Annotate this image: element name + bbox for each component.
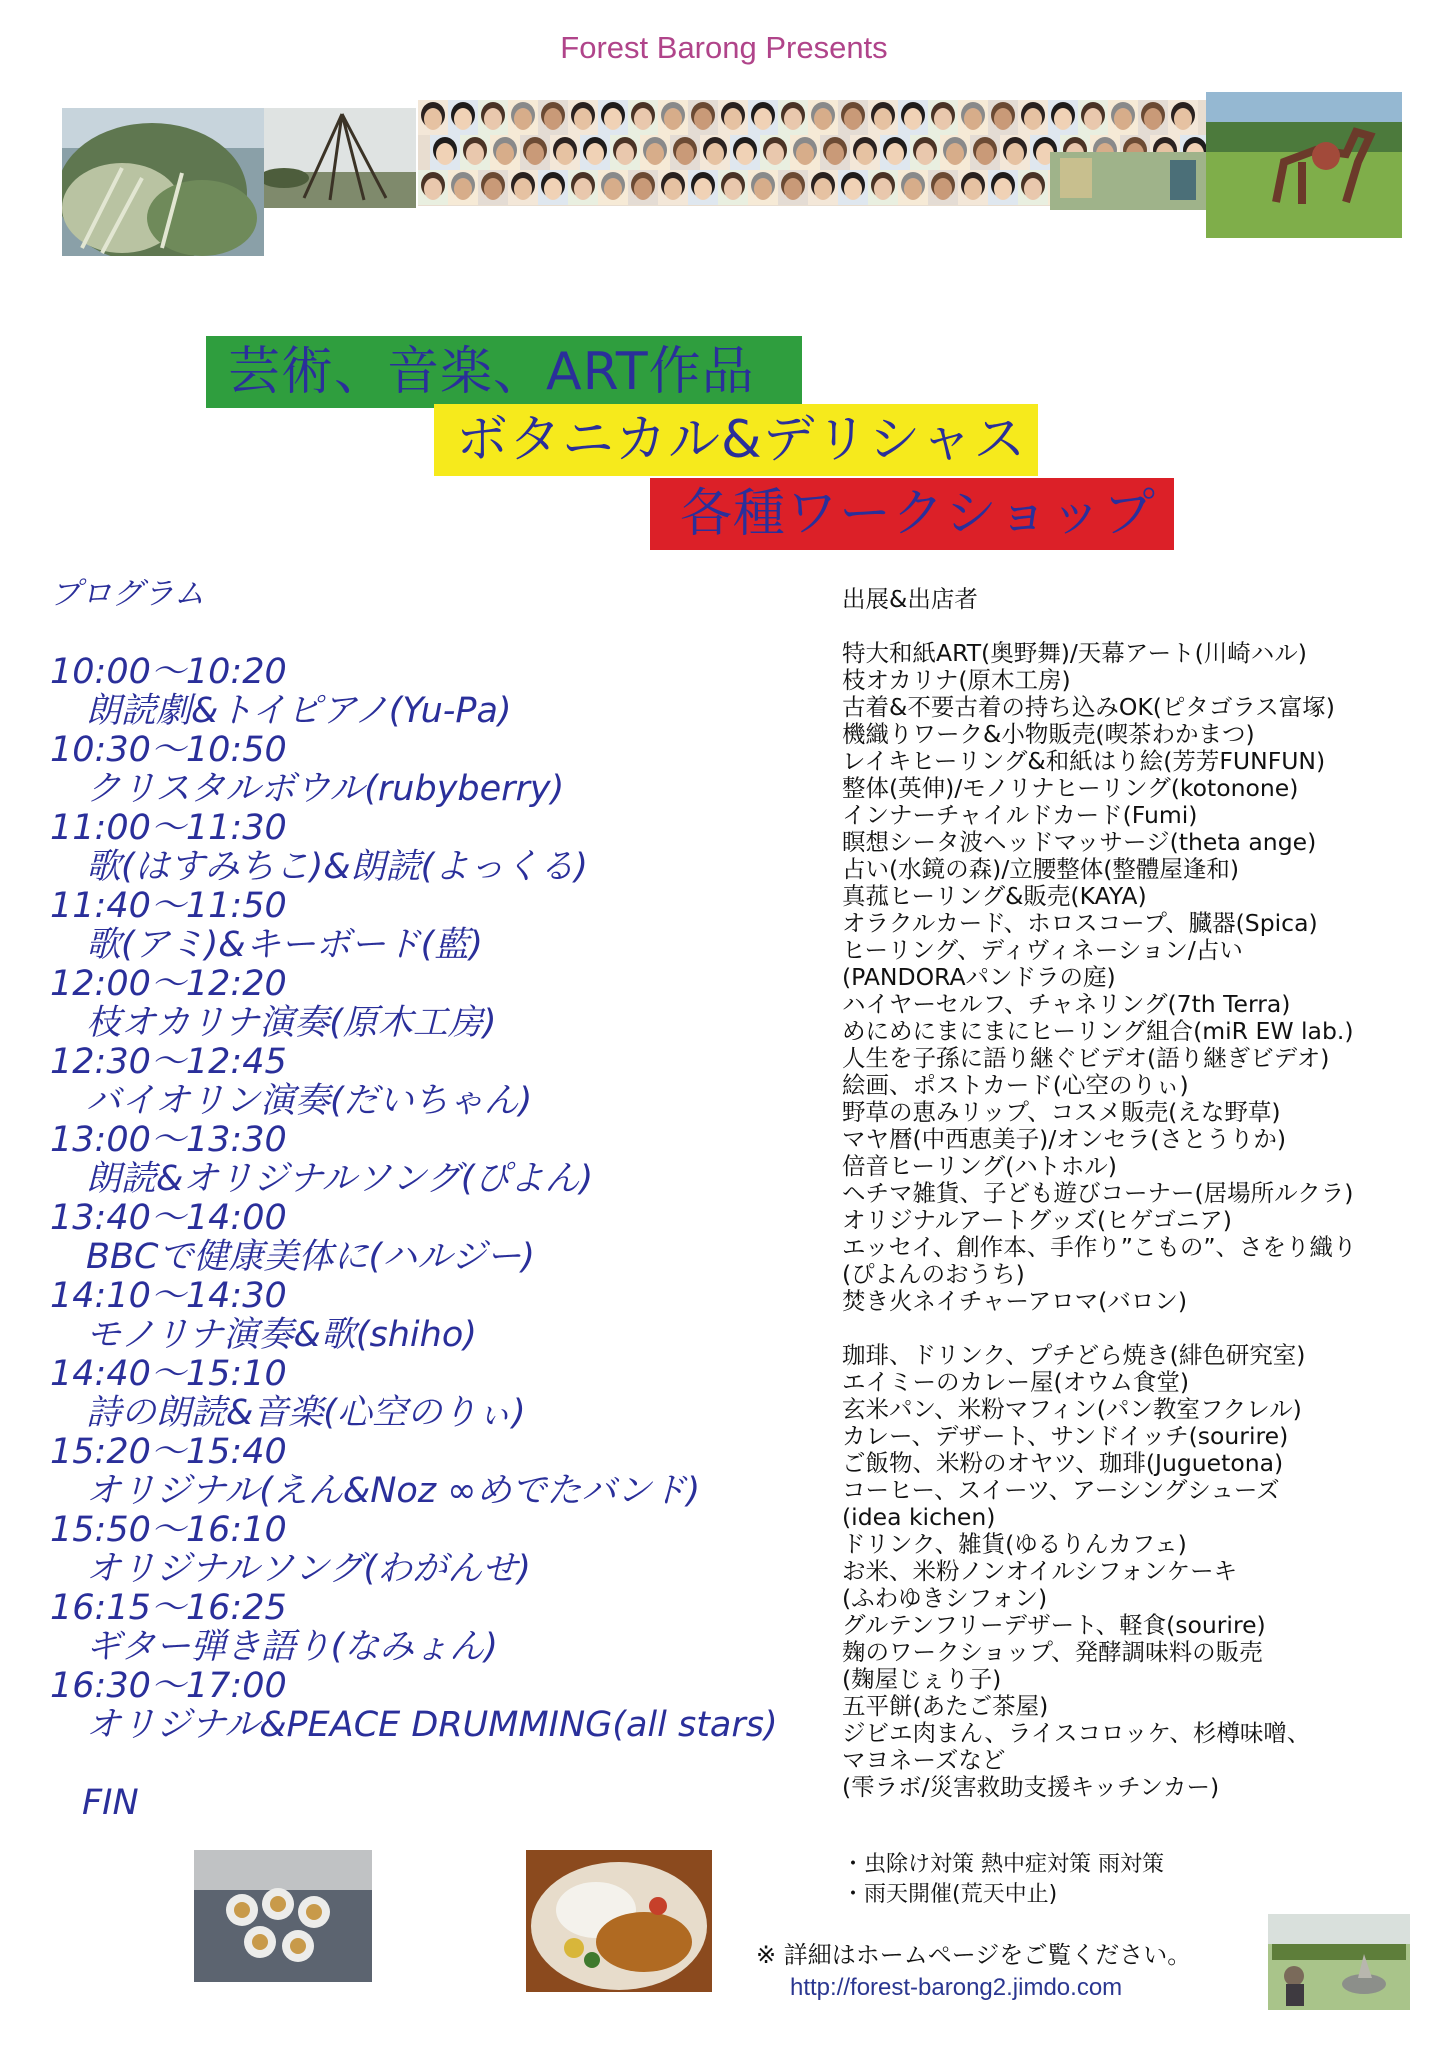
face [544,178,562,200]
vendor-line: コーヒー、スイーツ、アーシングシューズ [842,1476,1280,1504]
program-title: プログラム [50,576,205,612]
vendor-line: 麹のワークショップ、発酵調味料の販売 [842,1638,1263,1666]
details-notice: ※ 詳細はホームページをご覧ください。 [756,1941,1192,1969]
vendor-line: 玄米パン、米粉マフィン(パン教室フクレル) [842,1395,1302,1423]
face [664,178,682,200]
vendor-list-goods [842,640,1442,1315]
program-time: 10:00〜10:20 [50,652,287,692]
face [454,178,472,200]
vendor-line: ドリンク、雑貨(ゆるりんカフェ) [842,1530,1187,1558]
program-act: バイオリン演奏(だいちゃん) [86,1081,533,1121]
face [736,143,754,165]
face [796,143,814,165]
program-time: 14:10〜14:30 [50,1276,287,1316]
face [634,108,652,130]
banner-botanical-delicious: ボタニカル&デリシャス [434,404,1038,476]
program-time: 13:00〜13:30 [50,1120,287,1160]
face [1084,108,1102,130]
presenter-heading: Forest Barong Presents [560,30,888,65]
vendor-line: (PANDORAパンドラの庭) [842,963,1116,991]
vendor-line: 五平餅(あたご茶屋) [842,1692,1049,1720]
outdoor-bonfire-photo [1268,1914,1410,2010]
tipi-frame-photo [264,108,416,208]
program-act: 朗読&オリジナルソング(ぴよん) [86,1159,594,1199]
face [724,108,742,130]
homepage-link[interactable]: http://forest-barong2.jimdo.com [790,1974,1123,2001]
face [574,108,592,130]
program-act: 詩の朗読&音楽(心空のりぃ) [86,1393,526,1433]
face [934,108,952,130]
program-time: 11:00〜11:30 [50,808,287,848]
vendor-line: 枝オカリナ(原木工房) [842,666,1071,694]
face [784,178,802,200]
vendors-section [842,586,1442,1801]
horse-sculpture-photo [1206,92,1402,238]
note-item: ・雨天開催(荒天中止) [842,1882,1058,1907]
vendor-line: 機織りワーク&小物販売(喫茶わかまつ) [842,720,1255,748]
face [604,108,622,130]
face [436,143,454,165]
face [1006,143,1024,165]
vendor-line: オリジナルアートグッズ(ヒゲゴニア) [842,1206,1232,1234]
program-time: 13:40〜14:00 [50,1198,287,1238]
face [874,108,892,130]
face [754,108,772,130]
vendor-line: めにめにまにまにヒーリング組合(miR EW lab.) [842,1017,1354,1045]
vendor-line: ご飯物、米粉のオヤツ、珈琲(Juguetona) [842,1449,1284,1477]
face [676,143,694,165]
vendor-line: お米、米粉ノンオイルシフォンケーキ [842,1557,1238,1585]
vendor-line: ジビエ肉まん、ライスコロッケ、杉樽味噌、 [842,1719,1311,1747]
program-time: 12:30〜12:45 [50,1042,287,1082]
pampas-grass-photo [62,108,264,256]
vendor-line: (ぴよんのおうち) [842,1260,1025,1288]
vendor-line: (麹屋じぇり子) [842,1665,1002,1693]
vendor-line: 倍音ヒーリング(ハトホル) [842,1152,1117,1180]
vendor-line: (雫ラボ/災害救助支援キッチンカー) [842,1773,1220,1801]
program-time: 11:40〜11:50 [50,886,287,926]
vendor-line: 古着&不要古着の持ち込みOK(ピタゴラス富塚) [842,693,1335,721]
face [766,143,784,165]
face [694,108,712,130]
vendor-line: 特大和紙ART(奥野舞)/天幕アート(川崎ハル) [842,639,1307,667]
face [574,178,592,200]
program-act: 朗読劇&トイピアノ(Yu-Pa) [86,691,512,731]
program-time: 16:30〜17:00 [50,1666,287,1706]
face [844,108,862,130]
face [754,178,772,200]
vendor-line: 野草の恵みリップ、コスメ販売(えな野草) [842,1098,1281,1126]
face [544,108,562,130]
face [724,178,742,200]
vendor-line: インナーチャイルドカード(Fumi) [842,801,1198,829]
program-time: 16:15〜16:25 [50,1588,287,1628]
face [694,178,712,200]
face [1174,108,1192,130]
vendor-line: マヨネーズなど [842,1746,1006,1774]
program-act: ギター弾き語り(なみょん) [86,1627,498,1667]
face [484,108,502,130]
face [784,108,802,130]
vendor-list-food [842,1342,1442,1801]
vendor-line: エッセイ、創作本、手作り”こもの”、さをり織り [842,1233,1357,1261]
face [916,143,934,165]
program-time: 12:00〜12:20 [50,964,287,1004]
program-time: 14:40〜15:10 [50,1354,287,1394]
banner-workshops: 各種ワークショップ [650,478,1174,550]
vendor-line: (idea kichen) [842,1503,996,1531]
face [1024,178,1042,200]
face [514,108,532,130]
face [634,178,652,200]
vendor-line: レイキヒーリング&和紙はり絵(芳芳FUNFUN) [842,747,1326,775]
vendor-line: 人生を子孫に語り継ぐビデオ(語り継ぎビデオ) [842,1044,1330,1072]
face [976,143,994,165]
vendor-line: 焚き火ネイチャーアロマ(バロン) [842,1287,1187,1315]
face [826,143,844,165]
program-fin: FIN [82,1783,139,1823]
face [874,178,892,200]
vendor-line: 瞑想シータ波ヘッドマッサージ(theta ange) [842,828,1317,856]
face [814,178,832,200]
face [994,108,1012,130]
program-act: 歌(アミ)&キーボード(藍) [86,925,483,965]
face [1054,108,1072,130]
info-board-photo [1050,152,1208,210]
face [466,143,484,165]
face [1024,108,1042,130]
face [844,178,862,200]
face [1114,108,1132,130]
program-act: BBCで健康美体に(ハルジー) [86,1237,535,1277]
notes-list [842,1850,1164,1910]
face [454,108,472,130]
curry-rice-plate-photo [526,1850,712,1992]
vendor-line: 珈琲、ドリンク、プチどら焼き(緋色研究室) [842,1341,1306,1369]
face [586,143,604,165]
face [604,178,622,200]
vendor-line: 整体(英伸)/モノリナヒーリング(kotonone) [842,774,1299,802]
face [496,143,514,165]
face [904,178,922,200]
vendor-line: ヘチマ雑貨、子ども遊びコーナー(居場所ルクラ) [842,1179,1354,1207]
face [706,143,724,165]
vendor-line: エイミーのカレー屋(オウム食堂) [842,1368,1190,1396]
program-act: 歌(はすみちこ)&朗読(よっくる) [86,847,588,887]
vendor-line: 絵画、ポストカード(心空のりぃ) [842,1071,1189,1099]
banner-art-music: 芸術、音楽、ART作品 [206,336,802,408]
program-section [50,575,850,1823]
face [946,143,964,165]
face [934,178,952,200]
vendor-line: グルテンフリーデザート、軽食(sourire) [842,1611,1266,1639]
program-act: オリジナル&PEACE DRUMMING(all stars) [86,1705,778,1745]
program-time: 15:20〜15:40 [50,1432,287,1472]
program-act: オリジナル(えん&Noz ∞めでたバンド) [86,1471,701,1511]
face [814,108,832,130]
program-act: クリスタルボウル(rubyberry) [86,769,565,809]
vendor-line: 真菰ヒーリング&販売(KAYA) [842,882,1147,910]
face [994,178,1012,200]
face [526,143,544,165]
vendor-line: ハイヤーセルフ、チャネリング(7th Terra) [842,990,1291,1018]
note-item: ・虫除け対策 熱中症対策 雨対策 [842,1852,1164,1877]
face [886,143,904,165]
vendor-line: マヤ暦(中西恵美子)/オンセラ(さとうりか) [842,1125,1287,1153]
vendor-line: カレー、デザート、サンドイッチ(sourire) [842,1422,1289,1450]
vendors-title: 出展&出店者 [842,585,978,613]
herb-tea-cups-photo [194,1850,372,1982]
program-time: 15:50〜16:10 [50,1510,287,1550]
face [484,178,502,200]
face [556,143,574,165]
face [664,108,682,130]
face [1144,108,1162,130]
program-list [50,653,850,1745]
face [646,143,664,165]
face [514,178,532,200]
program-act: オリジナルソング(わがんせ) [86,1549,531,1589]
face [964,178,982,200]
vendor-line: オラクルカード、ホロスコープ、臓器(Spica) [842,909,1318,937]
face [616,143,634,165]
program-act: 枝オカリナ演奏(原木工房) [86,1003,497,1043]
face [424,178,442,200]
vendor-line: ヒーリング、ディヴィネーション/占い [842,936,1243,964]
face [964,108,982,130]
vendor-line: 占い(水鏡の森)/立腰整体(整體屋逢和) [842,855,1240,883]
face [424,108,442,130]
vendor-line: (ふわゆきシフォン) [842,1584,1048,1612]
face [856,143,874,165]
face [904,108,922,130]
program-act: モノリナ演奏&歌(shiho) [86,1315,477,1355]
program-time: 10:30〜10:50 [50,730,287,770]
